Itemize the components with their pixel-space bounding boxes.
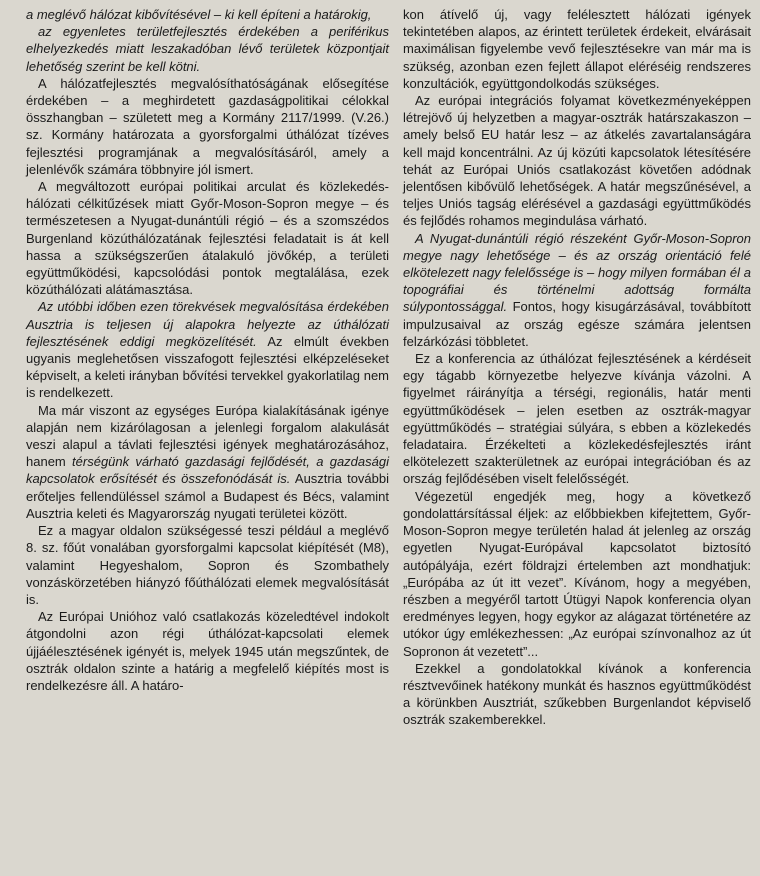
body-text: Az elmúlt években ugyanis meglehetősen visszafogott fejlesztési elképzeléseket képviselt, a keleti irányban bővítési tervekkel gyakorlatilag nem is rendelkezett. <box>26 333 389 401</box>
paragraph <box>403 660 751 729</box>
italic-text: a meglévő hálózat kibővítésével – ki kell építeni a határokig, <box>26 7 372 22</box>
paragraph <box>26 23 389 75</box>
paragraph <box>403 230 751 350</box>
body-text: Ma már viszont az egységes Európa kialakításának igénye alapján nem kizárólagosan a jelenlegi forgalom alakulását veszi alapul a távlati fejlesztési igények meghatározásához, hanem <box>26 402 389 470</box>
paragraph <box>403 92 751 230</box>
paragraph <box>403 350 751 488</box>
body-text: A megváltozott európai politikai arculat és közlekedés-hálózati célkitűzések miatt Győr-Moson-Sopron megye – és természetesen a Nyugat-dunántúli régió – és a szomszédos Burgenland közúthálózatának fejlesztési feladatait is át kell hassa a szükségszerűen átalakuló jövőkép, a területi együttműködési, kapcsolódási pontok megtalálása, ezek közúthálózati alátámasztása. <box>26 179 389 298</box>
paragraph <box>403 488 751 660</box>
paragraph <box>26 178 389 298</box>
body-text: Végezetül engedjék meg, hogy a következő gondolattársítással éljek: az előbbiekben kifejtettem, Győr-Moson-Sopron megye területén halad át jelenleg az ország egyetlen Nyugat-Európával kapcsolatot biztosító autópályája, ezért földrajzi értelemben azt mondhatjuk: „Európába az út itt vezet”. Kívánom, hogy a megyében, részben a megyéről tartott Útügyi Napok konferencia olyan eredményes legyen, hogy egykor az alágazat történetére az utókor úgy emlékezhessen: „Az európai színvonalhoz az út Sopronon át vezetett”... <box>403 488 751 659</box>
italic-text: Az utóbbi időben ezen törekvések megvalósítása érdekében Ausztria is teljesen új alapokra helyezte az úthálózati fejlesztésének eddigi megközelítését. <box>26 299 389 349</box>
left-column <box>26 6 389 694</box>
paragraph <box>26 402 389 522</box>
body-text: Ezekkel a gondolatokkal kívánok a konferencia résztvevőinek hatékony munkát és hasznos együttműködést a körünkben Ausztriát, szűkebben Burgenlandot képviselő osztrák szakemberekkel. <box>403 660 751 728</box>
body-text: Fontos, hogy kisugárzásával, továbbított impulzusaival az ország egésze számára jelentsen felzárkózási többletet. <box>403 299 751 349</box>
body-text: Ausztria további erőteljes fellendüléssel számol a Budapest és Bécs, valamint Ausztria keleti és Magyarország nyugati területei között. <box>26 471 390 521</box>
paragraph <box>403 6 751 92</box>
body-text: Az európai integrációs folyamat következményeképpen létrejövő új helyzetben a magyar-osztrák határszakaszon – amely belső EU határ lesz – az átkelés zavartalanságára kell majd koncentrálni. Az új közúti kapcsolatok létesítésére tehát az Európai Uniós csatlakozást követően adódnak jelentősen kibővülő lehetőségek. A határ megszűnésével, a teljes Uniós tagság elérésével a gazdasági együttműködés és fejlődés rohamos megindulása várható. <box>403 93 751 229</box>
right-column <box>403 6 751 729</box>
body-text: Ez a magyar oldalon szükségessé teszi például a meglévő 8. sz. főút vonalában gyorsforgalmi kapcsolat kiépítését (M8), valamint Hegyeshalom, Sopron és Szombathely vonzáskörzetében hiányzó főúthálózati elemek megvalósítását is. <box>26 523 389 607</box>
body-text: Az Európai Unióhoz való csatlakozás közeledtével indokolt átgondolni azon régi úthálózat-kapcsolati elemek újjáélesztésének igényét is, melyek 1945 után megszűntek, de osztrák oldalon szinte a határig a megfelelő kiépítés most is rendelkezésre áll. A határo- <box>26 609 389 693</box>
italic-text: térségünk várható gazdasági fejlődését, a gazdasági kapcsolatok erősítését és összefonódását is. <box>26 454 389 487</box>
paragraph <box>26 75 389 178</box>
body-text: A hálózatfejlesztés megvalósíthatóságának elősegítése érdekében – a meghirdetett gazdaságpolitikai célokkal összhangban – született meg a Kormány 2117/1999. (V.26.) sz. Kormány határozata a gyorsforgalmi úthálózat tízéves fejlesztési programjának a megvalósításáról, amely a jelenlévők számára többnyire jól ismert. <box>26 75 389 177</box>
paragraph <box>26 522 389 608</box>
italic-text: az egyenletes területfejlesztés érdekében a periférikus elhelyezkedés miatt leszakadóban lévő területek központjait lehetőség szerint be kell kötni. <box>26 24 389 74</box>
paragraph <box>26 298 389 401</box>
body-text: Ez a konferencia az úthálózat fejlesztésének a kérdéseit egy tágabb környezetbe helyezve kívánja vázolni. A figyelmet ráirányítja a térségi, regionális, határ menti együttműködések – jelen esetben az osztrák-magyar együttműködés – stratégiai súlyára, s ebben a közlekedés feladataira. Érzékelteti a közlekedésfejlesztés iránt elkötelezett szakterületnek az európai integrációban és az ország fejlődésében viselt felelősségét. <box>403 351 751 487</box>
paragraph <box>26 608 389 694</box>
italic-text: A Nyugat-dunántúli régió részeként Győr-Moson-Sopron megye nagy lehetősége – és az ország orientáció felé elkötelezett nagy felelőssége is – hogy milyen formában él a topográfiai és történelmi adottság formálta súlypontossággal. <box>403 230 751 315</box>
paragraph <box>26 6 389 23</box>
body-text: kon átívelő új, vagy felélesztett hálózati igények tekintetében alapos, az érintett területek érdekeit, elvárásait maximálisan figyelembe vevő fejlesztésekre van már ma is szükség, azonban ezen fejlett állapot eléréséig rendszeres konzultációk, együttgondolkodás szükséges. <box>403 7 751 91</box>
